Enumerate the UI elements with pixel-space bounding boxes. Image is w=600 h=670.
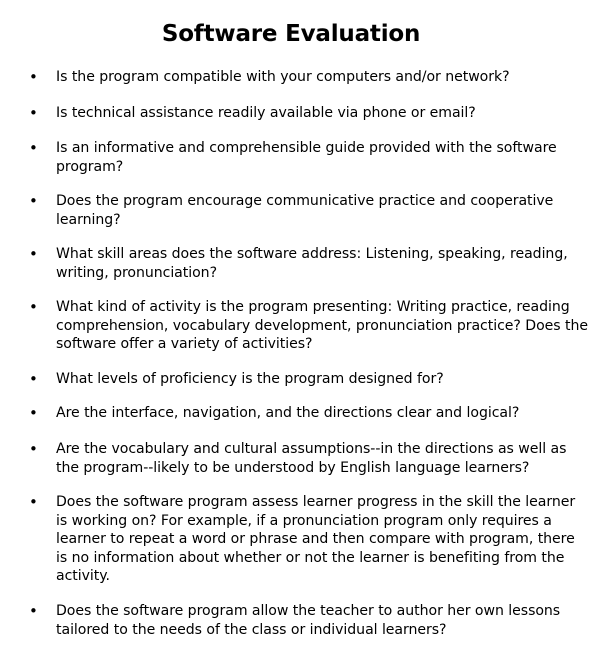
- list-item-text: What levels of proficiency is the program designed for?: [56, 371, 444, 387]
- bullet-icon: •: [29, 404, 38, 422]
- bullet-icon: •: [29, 298, 38, 316]
- list-item-text: Is technical assistance readily available via phone or email?: [56, 105, 476, 121]
- bullet-icon: •: [29, 104, 38, 122]
- bullet-icon: •: [29, 602, 38, 620]
- bullet-icon: •: [29, 493, 38, 511]
- bullet-icon: •: [29, 68, 38, 86]
- list-item-text: Does the program encourage communicative practice and cooperative learning?: [56, 193, 554, 228]
- list-item-text: Are the vocabulary and cultural assumptions--in the directions as well as the program--likely to be understood by English language learners?: [56, 441, 567, 476]
- bullet-icon: •: [29, 440, 38, 458]
- bullet-icon: •: [29, 192, 38, 210]
- bullet-icon: •: [29, 370, 38, 388]
- list-item-text: What kind of activity is the program presenting: Writing practice, reading comprehension, vocabulary development, pronunciation practice? Does the software offer a variety of activities?: [56, 299, 588, 352]
- list-item-text: Does the software program allow the teacher to author her own lessons tailored to the needs of the class or individual learners?: [56, 603, 561, 638]
- document-title: Software Evaluation: [161, 21, 421, 47]
- bullet-icon: •: [29, 245, 38, 263]
- list-item-text: Is the program compatible with your computers and/or network?: [56, 69, 510, 85]
- list-item-text: Is an informative and comprehensible guide provided with the software program?: [56, 140, 557, 175]
- bullet-icon: •: [29, 139, 38, 157]
- list-item-text: Does the software program assess learner progress in the skill the learner is working on? For example, if a pronunciation program only requires a learner to repeat a word or phrase and then compare with program, there is no information about whether or not the learner is benefiting from the activity.: [56, 494, 576, 584]
- list-item-text: Are the interface, navigation, and the directions clear and logical?: [56, 405, 520, 421]
- list-item-text: What skill areas does the software address: Listening, speaking, reading, writing, pronunciation?: [56, 246, 568, 281]
